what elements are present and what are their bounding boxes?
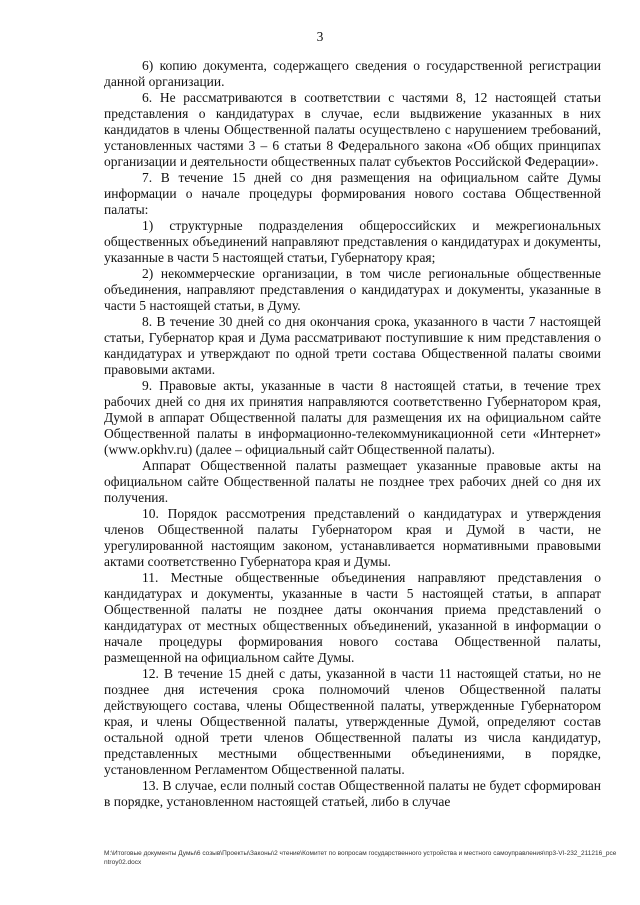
paragraph: 9. Правовые акты, указанные в части 8 настоящей статьи, в течение трех рабочих дней со дня их принятия направляются соответственно Губернатором края, Думой в аппарат Общественной палаты для размещения их на официальном сайте Общественной палаты в информационно-телекоммуникационной сети «Интернет» (www.opkhv.ru) (далее – официальный сайт Общественной палаты). [104, 378, 601, 457]
paragraph: 7. В течение 15 дней со дня размещения на официальном сайте Думы информации о начале процедуры формирования нового состава Общественной палаты: [104, 170, 601, 217]
paragraph: 8. В течение 30 дней со дня окончания срока, указанного в части 7 настоящей статьи, Губернатор края и Дума рассматривают поступившие к ним представления о кандидатурах и утверждают по одной трети состава Общественной палаты своими правовыми актами. [104, 314, 601, 377]
document-body [104, 58, 601, 810]
paragraph: 2) некоммерческие организации, в том числе региональные общественные объединения, направляют представления о кандидатурах и документы, указанные в части 5 настоящей статьи, в Думу. [104, 266, 601, 313]
page-number: 3 [316, 29, 324, 44]
paragraph: 1) структурные подразделения общероссийских и межрегиональных общественных объединений направляют представления о кандидатурах и документы, указанные в части 5 настоящей статьи, Губернатору края; [104, 218, 601, 265]
paragraph: 6) копию документа, содержащего сведения о государственной регистрации данной организации. [104, 58, 601, 89]
paragraph: 11. Местные общественные объединения направляют представления о кандидатурах и документы, указанные в части 5 настоящей статьи, в аппарат Общественной палаты не позднее даты окончания приема представлений о кандидатурах от местных общественных объединений, указанной в информации о начале процедуры формирования нового состава Общественной палаты, размещенной на официальном сайте Думы. [104, 570, 601, 665]
paragraph: 13. В случае, если полный состав Общественной палаты не будет сформирован в порядке, установленном настоящей статьей, либо в случае [104, 778, 601, 809]
paragraph: 6. Не рассматриваются в соответствии с частями 8, 12 настоящей статьи представления о кандидатурах в случае, если выдвижение указанных в них кандидатов в члены Общественной палаты осуществлено с нарушением требований, установленных частями 3 – 6 статьи 8 Федерального закона «Об общих принципах организации и деятельности общественных палат субъектов Российской Федерации». [104, 90, 601, 169]
file-path-footer: M:\Итоговые документы Думы\6 созыв\Проекты\Законы\2 чтение\Комитет по вопросам государственного устройства и местного самоуправления\пр3-VI-232_211216_pcentroy02.docx [104, 850, 617, 866]
paragraph: 12. В течение 15 дней с даты, указанной в части 11 настоящей статьи, но не позднее дня истечения срока полномочий членов Общественной палаты действующего состава, члены Общественной палаты, утвержденные Губернатором края, и члены Общественной палаты, утвержденные Думой, определяют состав остальной одной трети членов Общественной палаты из числа кандидатур, представленных местными общественными объединениями, в порядке, установленном Регламентом Общественной палаты. [104, 666, 601, 777]
paragraph: 10. Порядок рассмотрения представлений о кандидатурах и утверждения членов Общественной палаты Губернатором края и Думой в части, не урегулированной настоящим законом, устанавливается нормативными правовыми актами соответственно Губернатора края и Думы. [104, 506, 601, 569]
paragraph: Аппарат Общественной палаты размещает указанные правовые акты на официальном сайте Общественной палаты не позднее трех рабочих дней со дня их получения. [104, 458, 601, 505]
